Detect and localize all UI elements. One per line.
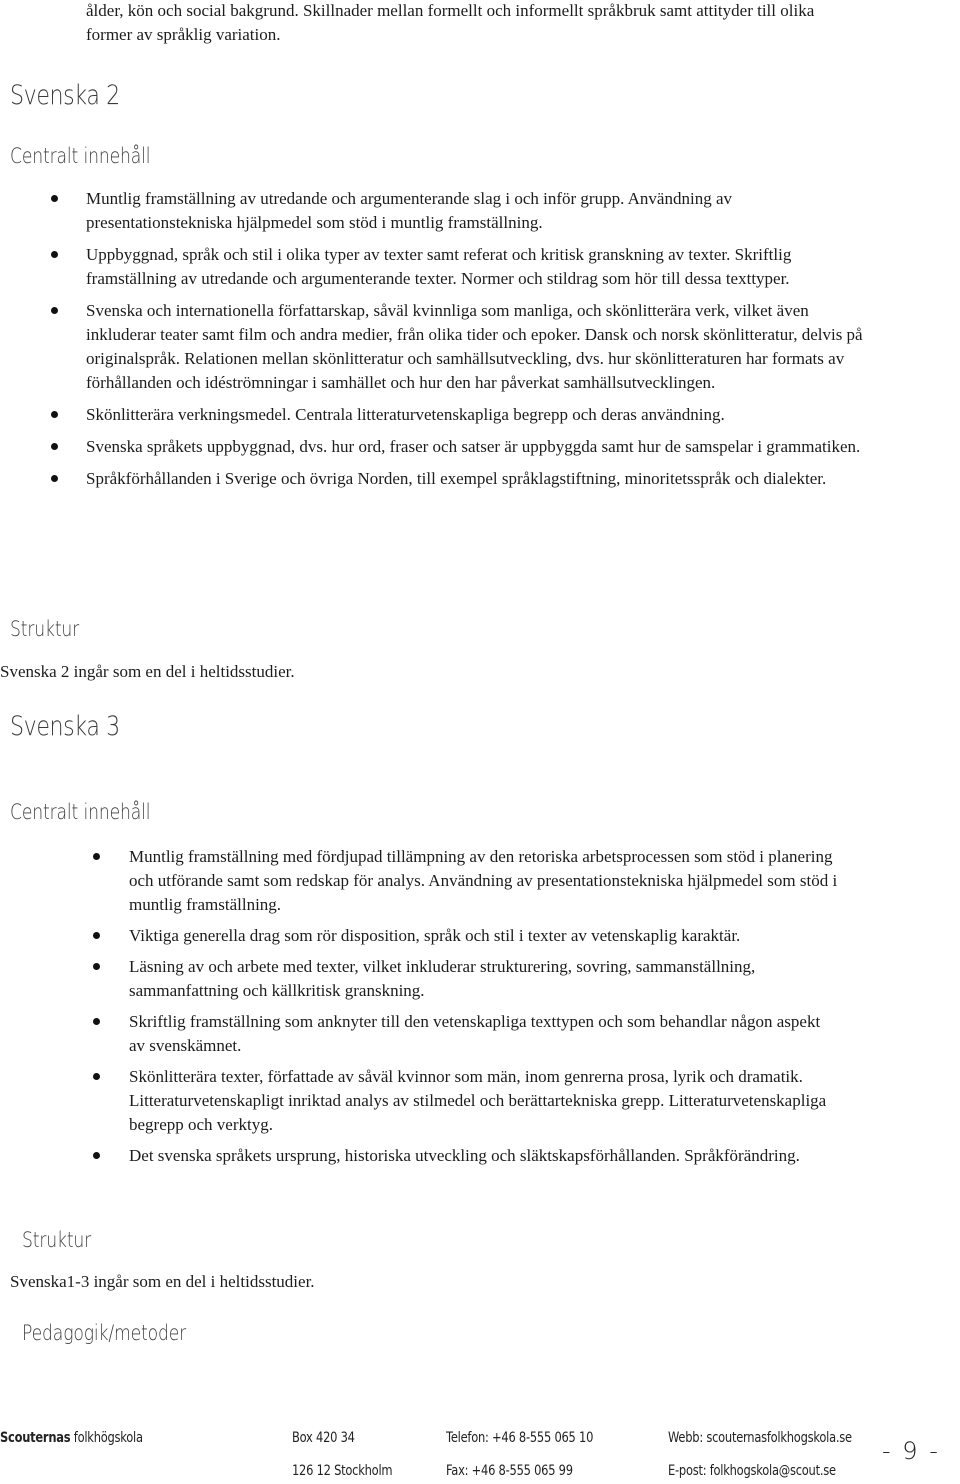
structure-text: Svenska 2 ingår som en del i heltidsstudier.: [0, 662, 295, 681]
list-item: [129, 1065, 839, 1137]
footer-email-link[interactable]: [668, 1463, 873, 1479]
list-item-text: Svenska språkets uppbyggnad, dvs. hur ord, fraser och satser är uppbyggda samt hur de samspelar i grammatiken.: [86, 437, 861, 456]
list-item-text: Skönlitterära texter, författade av såväl kvinnor som män, inom genrerna prosa, lyrik och dramatik. Litteraturvetenskapligt inriktad analys av stilmedel och berättartekniska grepp. Litteraturvetenskapliga begrepp och verktyg.: [129, 1067, 827, 1134]
section-title-svenska-3: Svenska 3: [10, 711, 120, 742]
list-item-text: Muntlig framställning med fördjupad tillämpning av den retoriska arbetsprocessen som stöd i planering och utförande samt som redskap för analys. Användning av presentationstekniska hjälpmedel som stöd i muntlig framställning.: [129, 847, 838, 914]
list-item: [129, 1144, 839, 1168]
page-number: - 9 -: [882, 1437, 940, 1465]
section-title-svenska-2: Svenska 2: [10, 80, 120, 111]
svenska3-bullet-list: [129, 845, 839, 1168]
list-item: [129, 845, 839, 917]
footer-fax: [446, 1463, 601, 1479]
list-item: [129, 1010, 839, 1058]
list-item-text: Viktiga generella drag som rör disposition, språk och stil i texter av vetenskaplig karaktär.: [129, 926, 741, 945]
footer-fax-text: Fax: +46 8-555 065 99: [446, 1463, 573, 1479]
bullet-icon: [93, 1073, 100, 1080]
footer-web-link[interactable]: [668, 1430, 892, 1446]
footer-address-1-text: Box 420 34: [292, 1430, 355, 1446]
bullet-icon: [93, 963, 100, 970]
list-item-text: Svenska och internationella författarskap, såväl kvinnliga som manliga, och skönlitterära verk, vilket även inkluderar teater samt film och andra medier, från olika tider och epoker. Dansk och norsk skönlitteratur, delvis på originalspråk. Relationen mellan skönlitteratur och samhällsutveckling, dvs. hur skönlitteraturen har formats av förhållanden och idéströmningar i samhället och hur den har påverkat samhällsutvecklingen.: [86, 301, 863, 392]
list-item-text: Det svenska språkets ursprung, historiska utveckling och släktskapsförhållanden. Språkförändring.: [129, 1146, 800, 1165]
list-item: [86, 467, 866, 491]
bullet-icon: [51, 475, 58, 482]
list-item-text: Muntlig framställning av utredande och argumenterande slag i och inför grupp. Användning av presentationstekniska hjälpmedel som stöd i muntlig framställning.: [86, 189, 732, 232]
bullet-icon: [51, 443, 58, 450]
footer-address-line-2: [292, 1463, 414, 1479]
list-item: [129, 955, 839, 1003]
bullet-icon: [93, 1152, 100, 1159]
footer-organization: [0, 1430, 174, 1446]
bullet-icon: [51, 195, 58, 202]
intro-paragraph: ålder, kön och social bakgrund. Skillnader mellan formellt och informellt språkbruk samt attityder till olika former av språklig variation.: [86, 1, 815, 44]
footer-email-text[interactable]: E-post: folkhogskola@scout.se: [668, 1463, 836, 1479]
bullet-icon: [51, 307, 58, 314]
heading-pedagogik-metoder: Pedagogik/metoder: [22, 1321, 187, 1345]
footer-phone: [446, 1430, 625, 1446]
list-item-text: Språkförhållanden i Sverige och övriga Norden, till exempel språklagstiftning, minoritetsspråk och dialekter.: [86, 469, 827, 488]
footer-org-rest: folkhögskola: [70, 1430, 143, 1446]
list-item: [129, 924, 839, 948]
list-item: [86, 187, 866, 235]
svenska2-bullet-list: [86, 187, 866, 491]
bullet-icon: [93, 932, 100, 939]
footer-phone-text: Telefon: +46 8-555 065 10: [446, 1430, 594, 1446]
structure-text: Svenska1-3 ingår som en del i heltidsstudier.: [10, 1272, 315, 1291]
footer-web-text[interactable]: Webb: scouternasfolkhogskola.se: [668, 1430, 852, 1446]
heading-centralt-innehall: Centralt innehåll: [10, 800, 151, 824]
list-item-text: Skönlitterära verkningsmedel. Centrala litteraturvetenskapliga begrepp och deras användning.: [86, 405, 725, 424]
bullet-icon: [51, 411, 58, 418]
bullet-icon: [93, 853, 100, 860]
list-item-text: Uppbyggnad, språk och stil i olika typer av texter samt referat och kritisk granskning av texter. Skriftlig framställning av utredande och argumenterande texter. Normer och stildrag som hör till dessa texttyper.: [86, 245, 792, 288]
bullet-icon: [51, 251, 58, 258]
list-item: [86, 403, 866, 427]
footer-address-2-text: 126 12 Stockholm: [292, 1463, 393, 1479]
footer-org-bold: Scouternas: [0, 1430, 71, 1446]
list-item-text: Läsning av och arbete med texter, vilket inkluderar strukturering, sovring, sammanställning, sammanfattning och källkritisk granskning.: [129, 957, 756, 1000]
list-item: [86, 299, 866, 395]
bullet-icon: [93, 1018, 100, 1025]
heading-struktur: Struktur: [10, 617, 80, 641]
footer-address-line-1: [292, 1430, 368, 1446]
list-item-text: Skriftlig framställning som anknyter till den vetenskapliga texttypen och som behandlar någon aspekt av svenskämnet.: [129, 1012, 821, 1055]
heading-struktur: Struktur: [22, 1228, 92, 1252]
list-item: [86, 435, 866, 459]
list-item: [86, 243, 866, 291]
heading-centralt-innehall: Centralt innehåll: [10, 144, 151, 168]
